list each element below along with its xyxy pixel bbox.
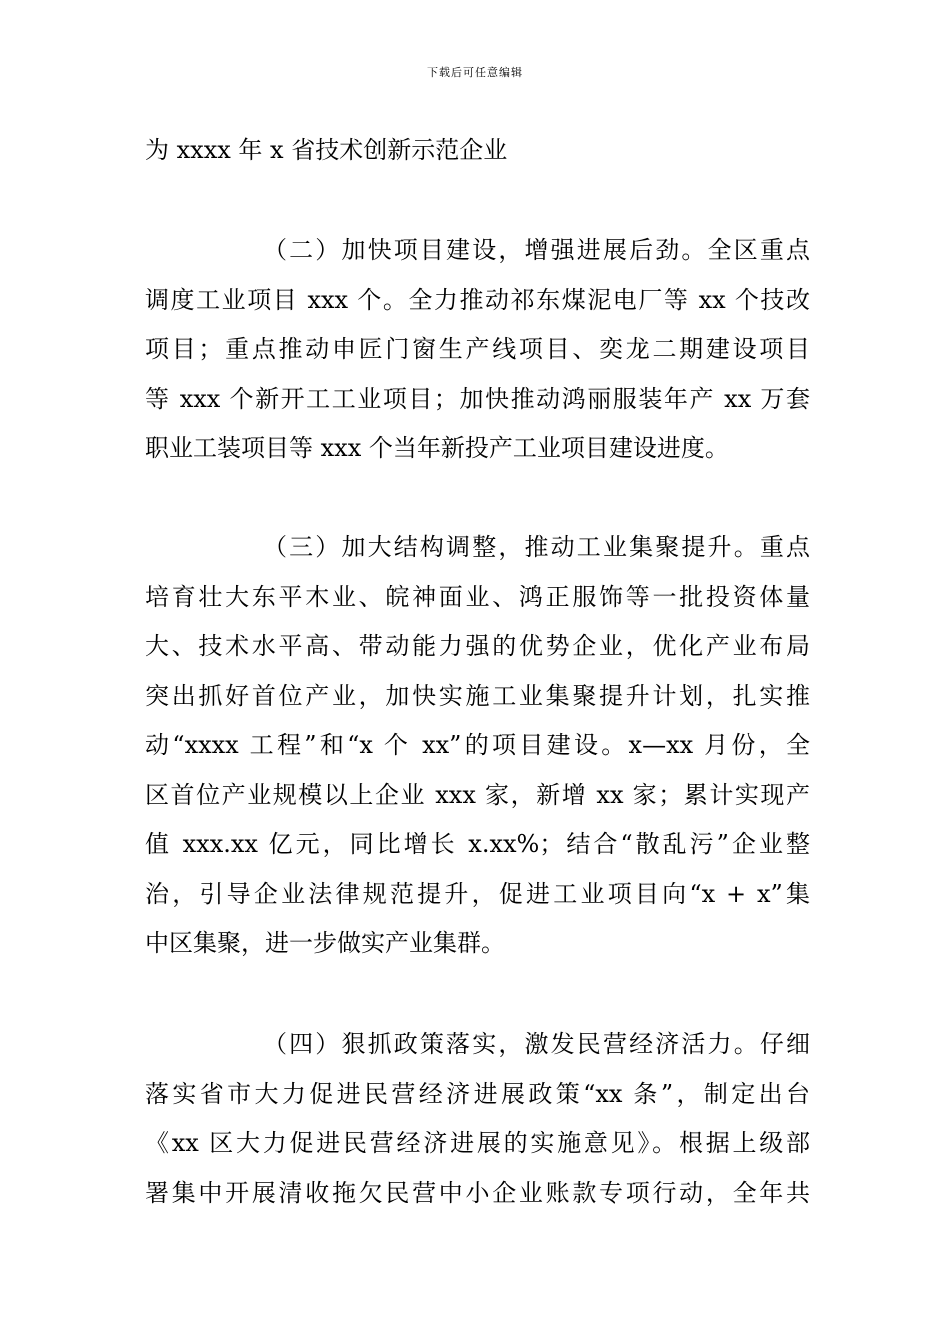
text-line: 区首位产业规模以上企业 xxx 家，新增 xx 家；累计实现产 <box>145 780 810 809</box>
text-line: 治，引导企业法律规范提升，促进工业项目向“x + x”集 <box>145 879 810 908</box>
text-line: 培育壮大东平木业、皖神面业、鸿正服饰等一批投资体量 <box>145 582 810 611</box>
text-line: 《xx 区大力促进民营经济进展的实施意见》。根据上级部 <box>145 1129 810 1157</box>
text-line: 项目；重点推动申匠门窗生产线项目、奕龙二期建设项目 <box>145 335 810 363</box>
text-line: （三）加大结构调整，推动工业集聚提升。重点 <box>263 533 810 561</box>
text-line: （四）狠抓政策落实，激发民营经济活力。仔细 <box>263 1030 810 1058</box>
text-line: 动“xxxx 工程”和“x 个 xx”的项目建设。x—xx 月份，全 <box>145 731 810 759</box>
text-line: 突出抓好首位产业，加快实施工业集聚提升计划，扎实推 <box>145 681 810 710</box>
text-line: （二）加快项目建设，增强进展后劲。全区重点 <box>263 236 810 264</box>
text-line: 值 xxx.xx 亿元，同比增长 x.xx%；结合“散乱污”企业整 <box>145 830 810 858</box>
text-line: 调度工业项目 xxx 个。全力推动祁东煤泥电厂等 xx 个技改 <box>145 285 810 314</box>
text-line: 署集中开展清收拖欠民营中小企业账款专项行动，全年共 <box>145 1178 810 1207</box>
text-line: 落实省市大力促进民营经济进展政策“xx 条”，制定出台 <box>145 1079 810 1108</box>
page-header: 下载后可任意编辑 <box>427 66 523 79</box>
paragraph-3 <box>145 523 810 969</box>
text-line: 等 xxx 个新开工工业项目；加快推动鸿丽服装年产 xx 万套 <box>145 384 810 413</box>
paragraph-4 <box>145 1020 810 1218</box>
text-line: 职业工装项目等 xxx 个当年新投产工业项目建设进度。 <box>145 434 729 462</box>
paragraph-2 <box>145 226 810 474</box>
text-line: 为 xxxx 年 x 省技术创新示范企业 <box>145 136 508 164</box>
text-line: 中区集聚，进一步做实产业集群。 <box>145 929 505 957</box>
text-line: 大、技术水平高、带动能力强的优势企业，优化产业布局 <box>145 632 810 660</box>
paragraph-1 <box>145 126 810 176</box>
